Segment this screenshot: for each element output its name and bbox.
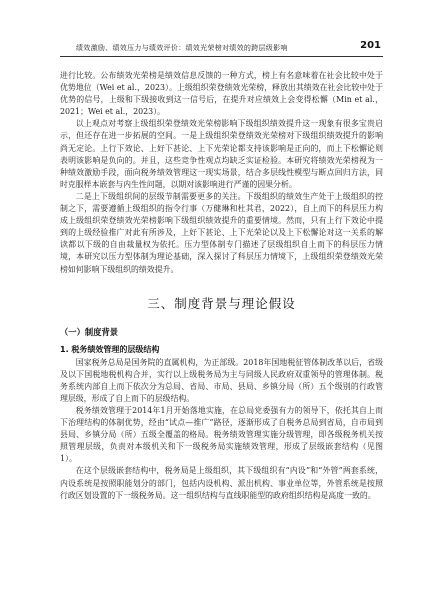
paragraph: 国家税务总局是国务院的直属机构，为正部级。2018年国地税征管体制改革以后，省级及以下国税地税机构合并，实行以上级税务局为主与同级人民政府双重领导的管理体制。税务系统内部自上而下依次分为总局、省局、市局、县局、乡镇分局（所）五个级别的行政管理层级，形成了自上而下的层级结构。	[60, 357, 383, 403]
section-heading: 三、制度背景与理论假设	[147, 295, 296, 311]
page-number: 201	[360, 40, 381, 51]
paragraph: 二是上下级组织间的层级节制需要更多的关注。下级组织的绩效生产处于上级组织的控制之下，需要遵循上级组织的指令行事（万健琳和杜其君，2022），自上而下的科层压力构成上级组织荣登绩效光荣榜影响下级组织绩效提升的重要情境。然而，只有上行下效论中提到的上级经验推广对此有所涉及，上好下甚论、上下光荣论以及上下松懈论对这一关系的解读都以下级的自由裁量权为依托。压力型体制专门描述了层级组织自上而下的科层压力情境，本研究以压力型体制为理论基础，深入探讨了科层压力情境下，上级组织荣登绩效光荣榜如何影响下级组织的绩效提升。	[60, 191, 383, 274]
paragraph: 在这个层级嵌套结构中，税务局是上级组织，其下级组织有“内设”和“外管”两套系统，内设系统是按照职能划分的部门，包括内设机构、派出机构、事业单位等，外管系统是按照行政区划设置的下一级税务局。这一组织结构与直线职能型的政府组织结构是高度一致的。	[60, 466, 383, 500]
subsubsection-heading: 1. 税务绩效管理的层级结构	[60, 344, 160, 354]
subsection-heading: （一）制度背景	[60, 326, 119, 337]
paragraph: 以上观点对考察上级组织荣登绩效光荣榜影响下级组织绩效提升这一现象有很多宝贵启示，但还存在进一步拓展的空间。一是上级组织荣登绩效光荣榜对下级组织绩效提升的影响尚无定论。上行下效论、上好下甚论、上下光荣论都支持该影响是正向的，而上下松懈论则表明该影响是负向的。并且，这些竞争性观点均缺乏实证检验。本研究将绩效光荣榜视为一种绩效激励手段，面向税务绩效管理这一现实场景，结合多层线性模型与断点回归方法，同时克服样本嵌套与内生性问题，以期对该影响进行严谨的因果分析。	[60, 119, 383, 189]
paragraph-continued: 进行比较。公布绩效光荣榜是绩效信息反馈的一种方式，榜上有名意味着在社会比较中处于优势地位（Wei et al.，2023）。上级组织荣登绩效光荣榜，释放出其绩效在社会比较中处于优势的信号，上级和下级接收到这一信号后，在提升对应绩效上会变得松懈（Min et al.，2021；Wei et al.，2023）。	[60, 71, 383, 117]
running-header-title: 绩效激励、绩效压力与绩效评价：绩效光荣榜对绩效的跨层级影响	[76, 44, 288, 52]
header-divider	[60, 56, 383, 57]
paragraph: 税务绩效管理于2014年1月开始落地实施，在总局党委强有力的领导下，依托其自上而下治理结构的体制优势，经由“试点—推广”路径，逐渐形成了自税务总局到省局，自市局到县局、乡镇分局（所）五级全覆盖的格局。税务绩效管理实施分级管理，即各级税务机关按照管理层级，负责对本级机关和下一级税务局实施绩效管理，形成了层级嵌套结构（见图1）。	[60, 405, 383, 464]
running-header	[0, 0, 427, 60]
main-text	[60, 70, 383, 502]
